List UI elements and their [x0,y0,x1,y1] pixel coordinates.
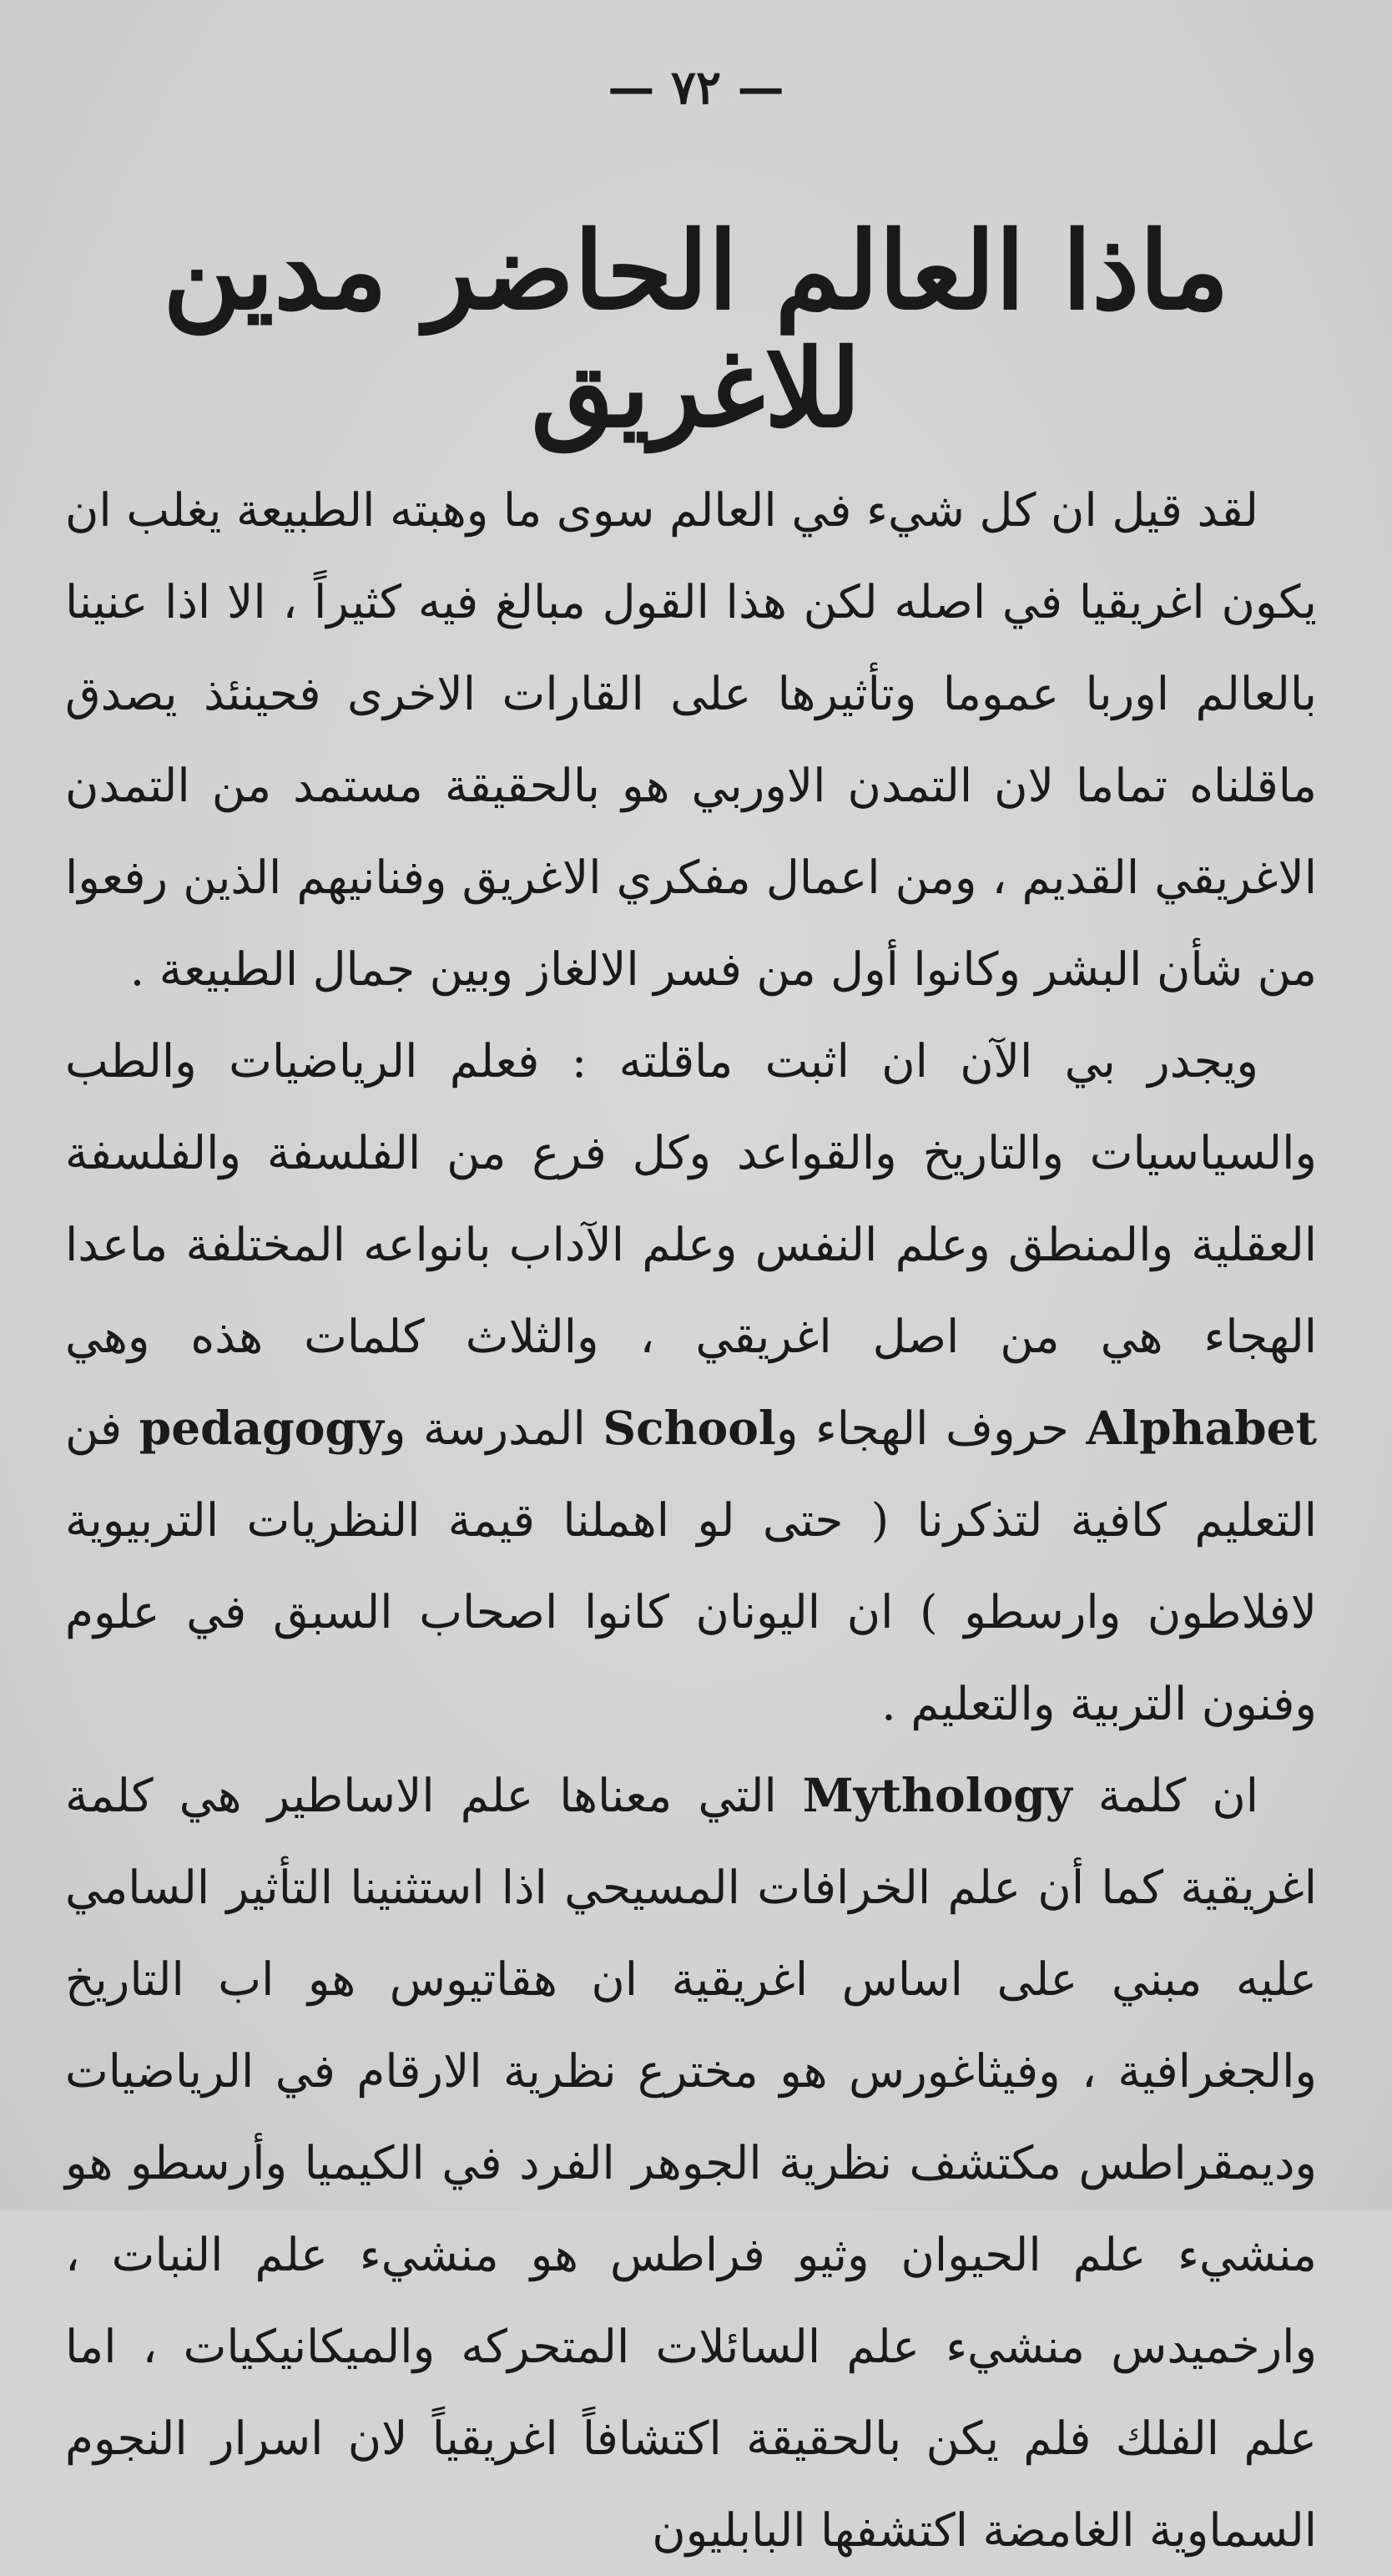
paragraph-3-end: الخرافات المسيحي اذا استثنينا التأثير السامي عليه مبني على اساس اغريقية ان هقاتيوس هو اب التاريخ والجغرافية ، وفيثاغورس هو مخترع نظرية الارقام في الرياضيات وديمقراطس مكتشف نظرية الجوهر الفرد في الكيميا وأرسطو هو منشيء علم الحيوان وثيو فراطس هو منشيء علم النبات ، وارخميدس منشيء علم السائلات المتحركه والميكانيكيات ، اما علم الفلك فلم يكن بالحقيقة اكتشافاً اغريقياً لان اسرار النجوم السماوية الغامضة اكتشفها البابليون [65,1861,1317,2557]
term-alphabet-translation: حروف الهجاء و [775,1402,1069,1455]
term-pedagogy: pedagogy [139,1401,384,1455]
page-number: — ٧٢ — [608,60,784,115]
term-school-translation: المدرسة و [383,1402,586,1455]
paragraph-3-start: ان كلمة [1097,1769,1259,1822]
term-mythology: Mythology [802,1768,1072,1822]
term-alphabet: Alphabet [1086,1401,1318,1455]
paragraph-1: لقد قيل ان كل شيء في العالم سوى ما وهبته الطبيعة يغلب ان يكون اغريقيا في اصله لكن هذا القول مبالغ فيه كثيراً ، الا اذا عنينا بالعالم اوربا عموما وتأثيرها على القارات الاخرى فحينئذ يصدق ماقلناه تماما لان التمدن الاوربي هو بالحقيقة مستمد من التمدن الاغريقي القديم ، ومن اعمال مفكري الاغريق وفنانيهم الذين رفعوا من شأن البشر وكانوا أول من فسر الالغاز وبين جمال الطبيعة . [65,483,1317,996]
chapter-title: ماذا العالم الحاضر مدين للاغريق [163,209,1229,452]
body-text [65,464,1317,2576]
paragraph-2-end: فن التعليم كافية لتذكرنا ( حتى لو اهملنا قيمة النظريات التربيوية لافلاطون وارسطو ) ان اليونان كانوا اصحاب السبق في علوم وفنون التربية والتعليم . [65,1402,1317,1730]
paragraph-3 [65,1750,1317,2576]
term-school: School [603,1401,776,1455]
paragraph-2 [65,1015,1317,1750]
paragraph-3-mid: التي معناها علم الاساطير هي كلمة اغريقية كما أن علم [65,1769,1318,1914]
paragraph-2-start: ويجدر بي الآن ان اثبت ماقلته : فعلم الرياضيات والطب والسياسيات والتاريخ والقواعد وكل فرع من الفلسفة والفلسفة العقلية والمنطق وعلم النفس وعلم الآداب بانواعه المختلفة ماعدا الهجاء هي من اصل اغريقي ، والثلاث كلمات هذه وهي [65,1034,1317,1363]
